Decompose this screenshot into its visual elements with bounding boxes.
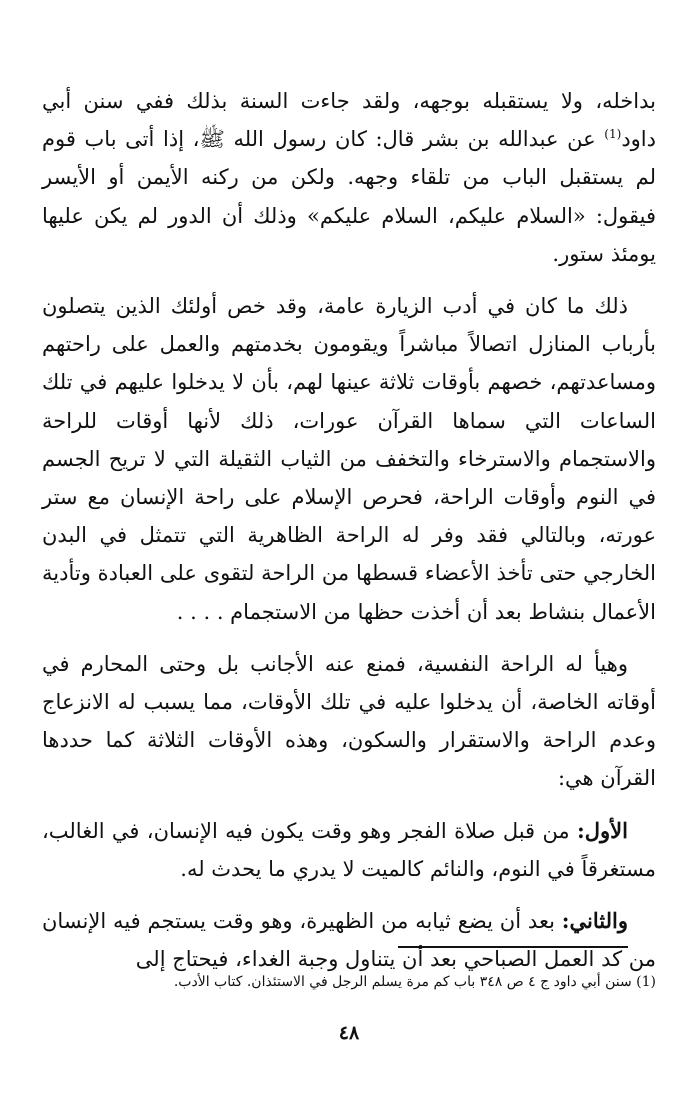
paragraph-3: وهيأ له الراحة النفسية، فمنع عنه الأجانب بل وحتى المحارم في أوقاته الخاصة، أن يدخلوا عليه في تلك الأوقات، مما يسبب له الانزعاج وعدم الراحة والاستقرار والسكون، وهذه الأوقات الثلاثة كما حددها القرآن هي: [42, 651, 656, 791]
footnote [42, 970, 656, 994]
page-number: ٤٨ [338, 1022, 360, 1044]
footnote-reference: (1) [604, 127, 622, 142]
paragraph-1-text: بداخله، ولا يستقبله بوجهه، ولقد جاءت السنة بذلك ففي سنن أبي داود [42, 89, 656, 152]
footnote-divider [398, 946, 628, 948]
paragraph-4 [42, 812, 656, 888]
second-time-text: بعد أن يضع ثيابه من الظهيرة، وهو وقت يستجم فيه الإنسان من كد العمل الصباحي بعد أن يتناول وجبة الغداء، فيحتاج إلى [42, 909, 656, 972]
footnote-text: سنن أبي داود ج ٤ ص ٣٤٨ باب كم مرة يسلم الرجل في الاستئذان. كتاب الأدب. [173, 974, 637, 990]
first-time-text: من قبل صلاة الفجر وهو وقت يكون فيه الإنسان، في الغالب، مستغرقاً في النوم، والنائم كالميت لا يدري ما يحدث له. [42, 818, 656, 881]
paragraph-2: ذلك ما كان في أدب الزيارة عامة، وقد خص أولئك الذين يتصلون بأرباب المنازل اتصالاً مباشراً ويقومون بخدمتهم والعمل على راحتهم ومساعدتهم، خصهم بأوقات ثلاثة عينها لهم، بأن لا يدخلوا عليهم في تلك الساعات التي سماها القرآن عورات، ذلك لأنها أوقات للراحة والاستجمام والاسترخاء والتخفف من الثياب الثقيلة التي لا تريح الجسم في النوم وأوقات الراحة، فحرص الإسلام على راحة الإنسان مع ستر عورته، وبالتالي فقد وفر له الراحة الظاهرية التي تتمثل في البدن الخارجي حتى تأخذ الأعضاء قسطها من الراحة لتقوى على العبادة وتأدية الأعمال بنشاط بعد أن أخذت حظها من الاستجمام . . . . [42, 294, 656, 624]
main-text [42, 82, 656, 992]
paragraph-5 [42, 902, 656, 978]
paragraph-1-continuation: عن عبدالله بن بشر قال: كان رسول الله ﷺ، إذا أتى باب قوم لم يستقبل الباب من تلقاء وجهه. ولكن من ركنه الأيمن أو الأيسر فيقول: «السلام عليكم، السلام عليكم» وذلك أن الدور لم يكن عليها يومئذ ستور. [42, 127, 656, 266]
paragraph-1 [42, 82, 656, 273]
first-time-label: الأول: [577, 817, 628, 843]
second-time-label: والثاني: [561, 908, 628, 934]
footnote-marker: (1) [636, 974, 656, 990]
